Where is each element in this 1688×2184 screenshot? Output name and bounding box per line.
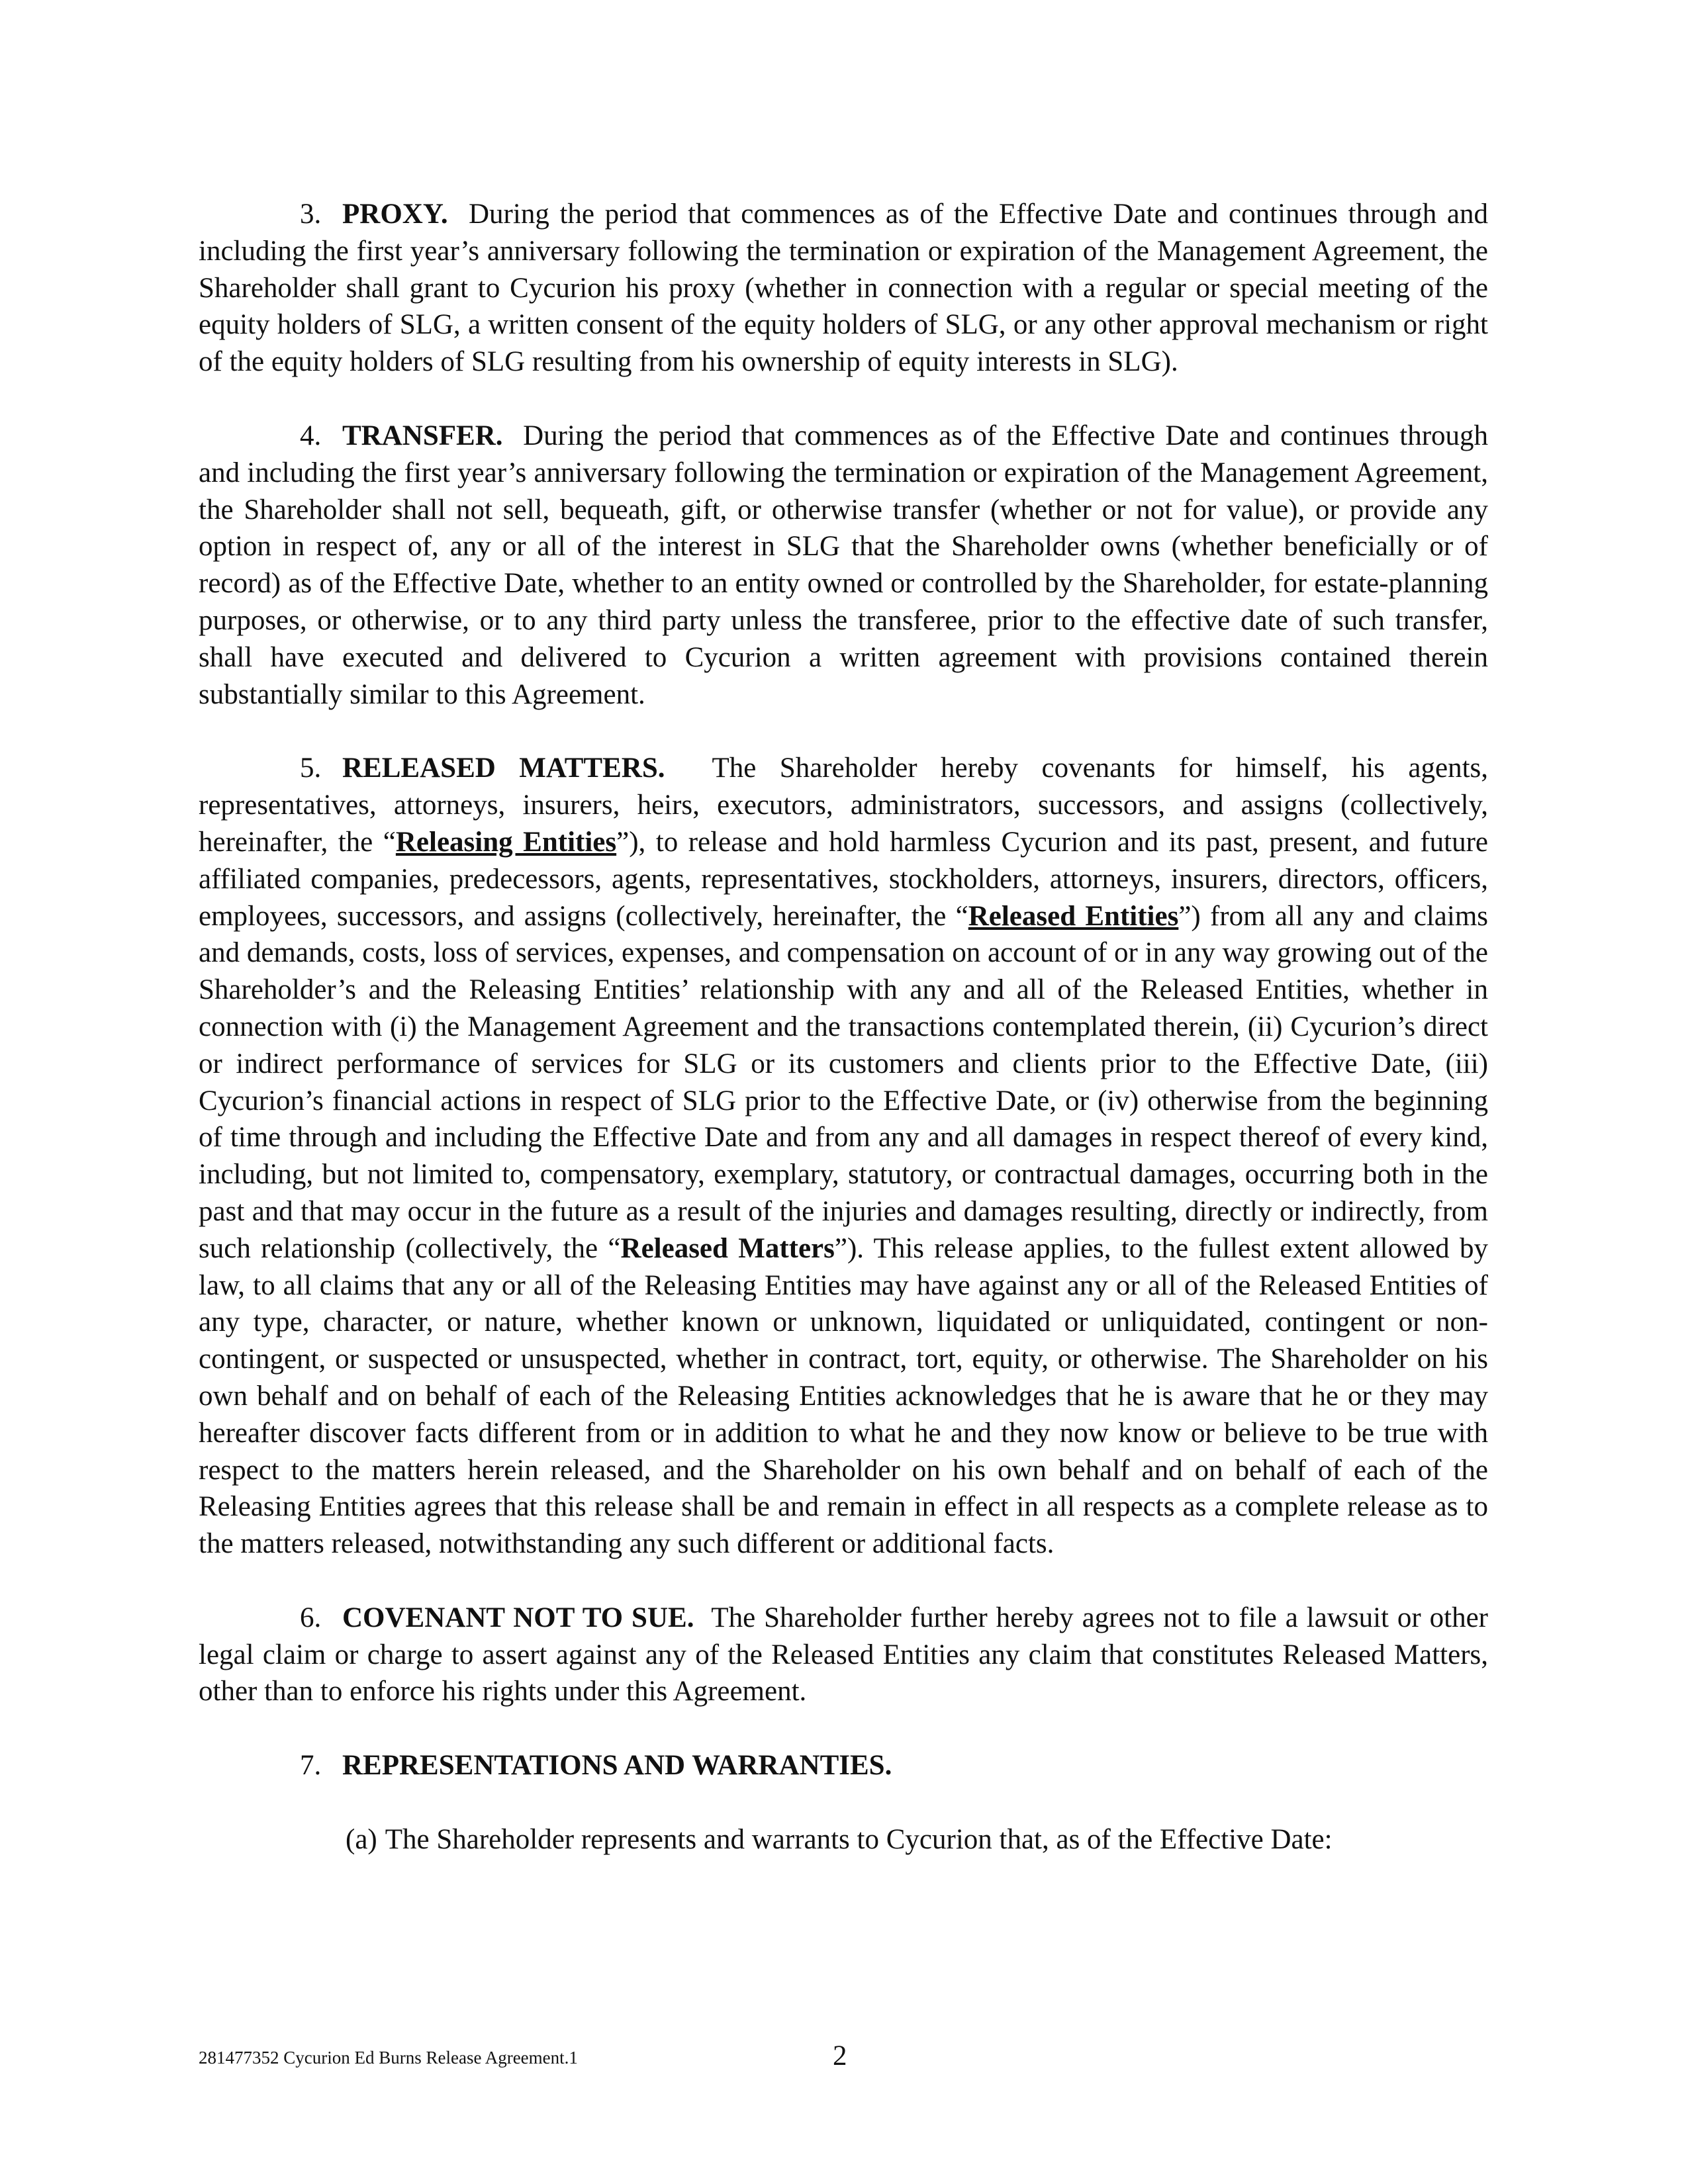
section-number: 6.	[300, 1602, 322, 1633]
section-heading: RELEASED MATTERS.	[342, 752, 665, 784]
section-5-released-matters	[199, 750, 1488, 1563]
subsection-text: The Shareholder represents and warrants to Cycurion that, as of the Effective Date:	[385, 1824, 1333, 1856]
defined-term-released-matters: Released Matters	[620, 1232, 835, 1264]
document-body	[199, 196, 1488, 1858]
section-number: 5.	[300, 752, 322, 784]
section-heading: PROXY.	[342, 199, 448, 230]
section-text: ”) from all any and claims and demands, costs, loss of services, expenses, and compensation on account of or in any way growing out of the Shareholder’s and the Releasing Entities’ relationship with any and all of the Released Entities, whether in connection with (i) the Management Agreement and the transactions contemplated therein, (ii) Cycurion’s direct or indirect performance of services for SLG or its customers and clients prior to the Effective Date, (iii) Cycurion’s financial actions in respect of SLG prior to the Effective Date, or (iv) otherwise from the beginning of time through and including the Effective Date and from any and all damages in respect thereof of every kind, including, but not limited to, compensatory, exemplary, statutory, or contractual damages, occurring both in the past and that may occur in the future as a result of the injuries and damages resulting, directly or indirectly, from such relationship (collectively, the “	[199, 900, 1488, 1264]
section-4-transfer	[199, 418, 1488, 713]
section-number: 3.	[300, 199, 322, 230]
subsection-label: (a)	[346, 1824, 377, 1856]
section-text: ”), to release and hold harmless Cycurion and its past, present, and future affiliated companies, predecessors, agents, representatives, stockholders, attorneys, insurers, directors, officers, employees, successors, and assigns (collectively, hereinafter, the “	[199, 826, 1489, 932]
section-3-proxy	[199, 196, 1488, 381]
section-text: During the period that commences as of the Effective Date and continues through and including the first year’s anniversary following the termination or expiration of the Management Agreement, the Shareholder shall grant to Cycurion his proxy (whether in connection with a regular or special meeting of the equity holders of SLG, a written consent of the equity holders of SLG, or any other approval mechanism or right of the equity holders of SLG resulting from his ownership of equity interests in SLG).	[199, 199, 1488, 378]
footer-document-id: 281477352 Cycurion Ed Burns Release Agreement.1	[199, 2048, 578, 2068]
section-text: The Shareholder further hereby agrees not to file a lawsuit or other legal claim or charge to assert against any of the Released Entities any claim that constitutes Released Matters, other than to enforce his rights under this Agreement.	[199, 1602, 1488, 1707]
section-text: The Shareholder hereby covenants for himself, his agents, representatives, attorneys, insurers, heirs, executors, administrators, successors, and assigns (collectively, hereinafter, the “	[199, 752, 1488, 858]
section-7a	[199, 1821, 1488, 1858]
defined-term-releasing-entities: Releasing Entities	[395, 826, 617, 858]
section-number: 7.	[300, 1750, 322, 1782]
section-6-covenant-not-to-sue	[199, 1600, 1488, 1710]
section-heading: COVENANT NOT TO SUE.	[342, 1602, 694, 1633]
section-heading: TRANSFER.	[342, 420, 503, 451]
section-number: 4.	[300, 420, 322, 451]
section-text: During the period that commences as of the Effective Date and continues through and including the first year’s anniversary following the termination or expiration of the Management Agreement, the Shareholder shall not sell, bequeath, gift, or otherwise transfer (whether or not for value), or provide any option in respect of, any or all of the interest in SLG that the Shareholder owns (whether beneficially or of record) as of the Effective Date, whether to an entity owned or controlled by the Shareholder, for estate-planning purposes, or otherwise, or to any third party unless the transferee, prior to the effective date of such transfer, shall have executed and delivered to Cycurion a written agreement with provisions contained therein substantially similar to this Agreement.	[199, 420, 1489, 710]
page-number: 2	[833, 2040, 847, 2071]
section-7-representations	[199, 1747, 1488, 1784]
defined-term-released-entities: Released Entities	[968, 900, 1179, 932]
section-heading: REPRESENTATIONS AND WARRANTIES.	[342, 1750, 892, 1782]
section-text: ”). This release applies, to the fullest extent allowed by law, to all claims that any or all of the Releasing Entities may have against any or all of the Released Entities of any type, character, or nature, whether known or unknown, liquidated or unliquidated, contingent or non-contingent, or suspected or unsuspected, whether in contract, tort, equity, or otherwise. The Shareholder on his own behalf and on behalf of each of the Releasing Entities acknowledges that he is aware that he or they may hereafter discover facts different from or in addition to what he and they now know or believe to be true with respect to the matters herein released, and the Shareholder on his own behalf and on behalf of each of the Releasing Entities agrees that this release shall be and remain in effect in all respects as a complete release as to the matters released, notwithstanding any such different or additional facts.	[199, 1232, 1488, 1560]
